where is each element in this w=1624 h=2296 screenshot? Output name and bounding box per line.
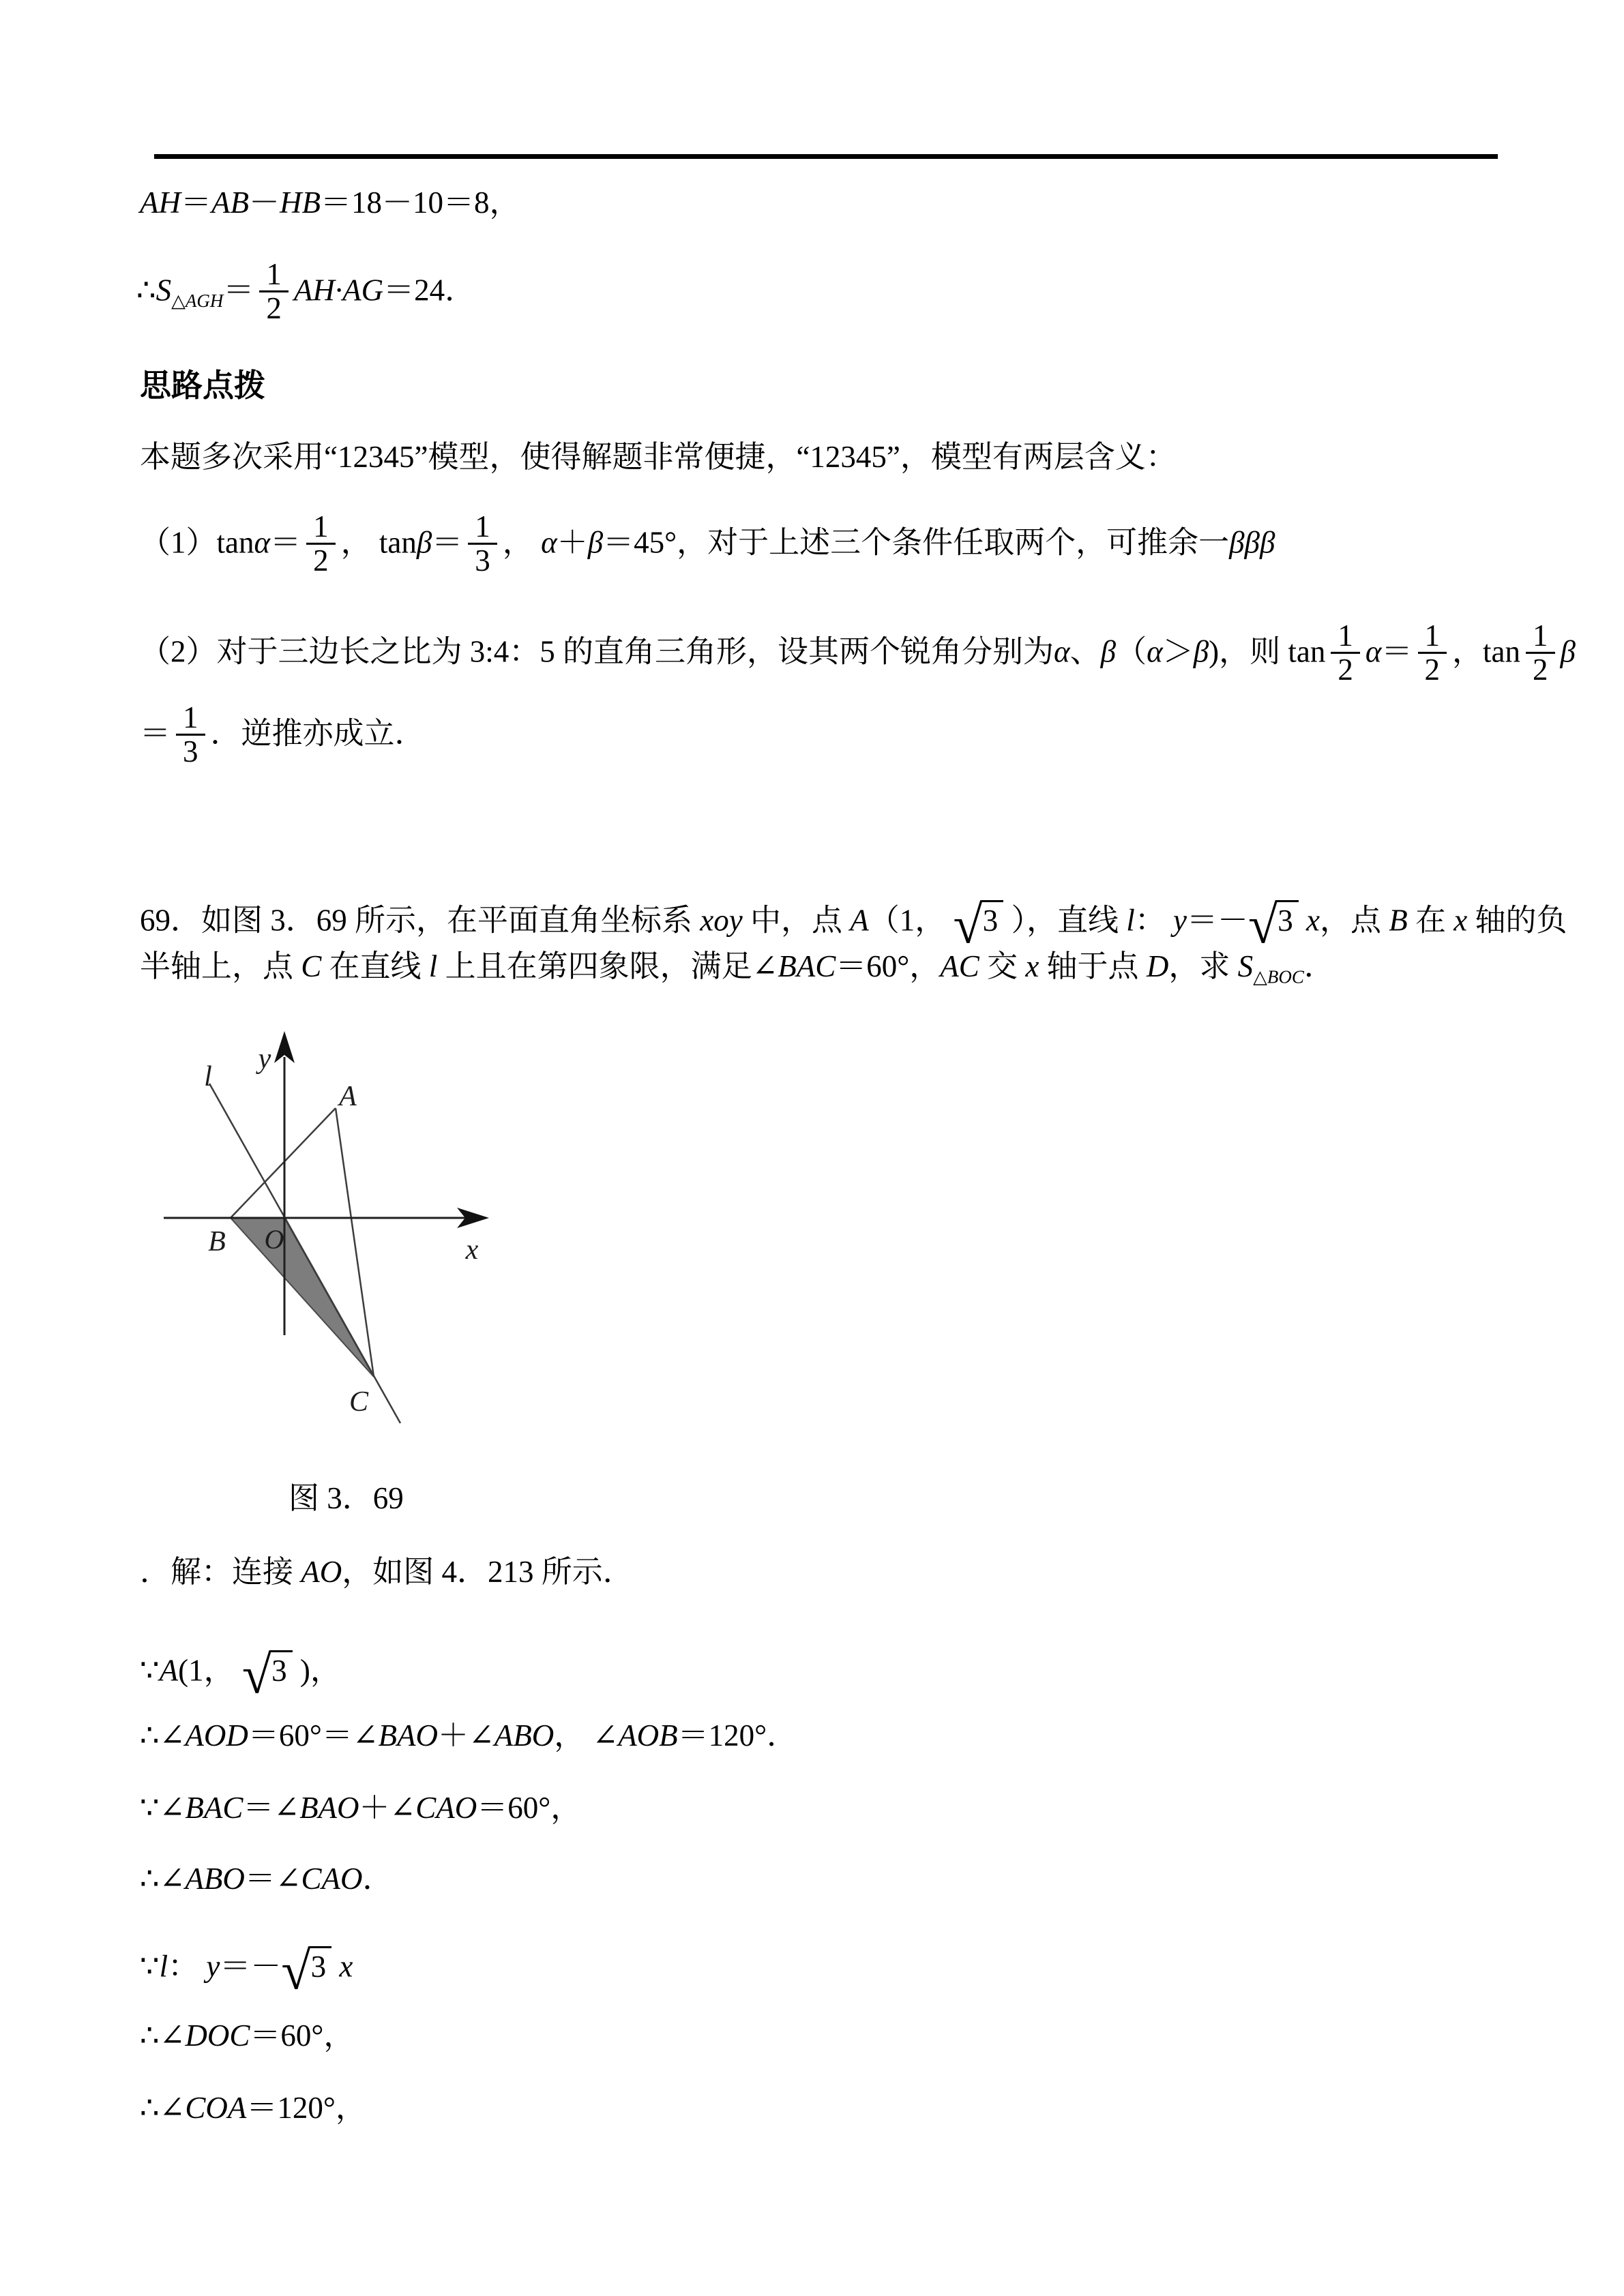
formula-line-area-agh xyxy=(136,256,476,327)
text-run: xoy xyxy=(700,903,743,938)
text-run: AH xyxy=(140,185,181,220)
radical-icon: √ xyxy=(1248,895,1277,955)
text-run: ＋∠ xyxy=(359,1791,416,1825)
text-run: ∵ xyxy=(140,1949,160,1984)
hint-paragraph: 本题多次采用“12345”模型，使得解题非常便捷，“12345”，模型有两层含义： xyxy=(140,440,1177,474)
text-run: △AGH xyxy=(171,290,224,312)
label-origin-o: O xyxy=(264,1224,284,1255)
text-run: )，则 tan xyxy=(1209,634,1326,669)
text-run: AOD xyxy=(185,1718,248,1753)
fraction xyxy=(306,511,336,577)
text-run: 轴于点 xyxy=(1039,949,1147,983)
text-run: BAO xyxy=(299,1791,359,1825)
text-run: ∵∠ xyxy=(140,1791,186,1825)
shaded-triangle-boc xyxy=(231,1218,374,1377)
text-run: y xyxy=(206,1949,220,1984)
fraction xyxy=(259,258,289,325)
text-run: CAO xyxy=(301,1862,363,1896)
text-run: 上且在第四象限，满足∠ xyxy=(437,949,778,983)
text-run: 69．如图 3．69 所示，在平面直角坐标系 xyxy=(140,903,700,938)
label-point-a: A xyxy=(339,1081,357,1112)
text-run: β xyxy=(1560,634,1576,669)
text-run: ．逆推亦成立． xyxy=(210,716,426,751)
text-run: DOC xyxy=(185,2018,250,2053)
text-run: ＝60°， xyxy=(250,2018,355,2053)
solution-step-7 xyxy=(140,2091,366,2126)
square-root xyxy=(953,895,1004,955)
square-root xyxy=(281,1941,331,2001)
solution-step-1 xyxy=(140,1645,341,1707)
text-run: ABO xyxy=(494,1718,555,1753)
text-run: ＝18－10＝8， xyxy=(321,185,520,220)
solution-step-2 xyxy=(140,1718,797,1754)
radicand: 3 xyxy=(310,1946,332,1984)
text-run: α xyxy=(254,525,271,560)
radical-icon: √ xyxy=(241,1645,271,1705)
hint-item-2-line-1 xyxy=(140,618,1576,688)
text-run: 中，点 xyxy=(742,903,851,938)
solution-step-6 xyxy=(140,2018,354,2054)
label-y-axis: y xyxy=(258,1043,271,1075)
text-run: － xyxy=(249,185,280,220)
text-run: ＞ xyxy=(1162,634,1194,669)
fraction-numerator: 1 xyxy=(475,509,490,543)
radicand: 3 xyxy=(981,900,1004,938)
text-run: ＋ xyxy=(557,525,588,560)
text-run: ． xyxy=(1303,949,1335,983)
text-run: BAC xyxy=(185,1791,243,1825)
solution-intro xyxy=(140,1555,634,1590)
label-point-b: B xyxy=(208,1226,226,1257)
segment-ba xyxy=(231,1108,336,1218)
line-l xyxy=(209,1084,400,1423)
text-run: ， xyxy=(502,525,542,560)
formula-line-ah xyxy=(140,185,520,221)
fraction-numerator: 1 xyxy=(266,256,282,291)
radical-icon: √ xyxy=(281,1941,310,2001)
text-run: x xyxy=(1453,903,1468,938)
text-run: βββ xyxy=(1229,525,1275,560)
text-run: x xyxy=(339,1949,353,1984)
square-root xyxy=(1248,895,1299,955)
text-run: ＝120°， xyxy=(246,2091,366,2125)
text-run: ＝ xyxy=(1381,634,1413,669)
fraction xyxy=(1418,620,1447,686)
fraction xyxy=(1331,620,1360,686)
hint-item-2-line-2 xyxy=(140,700,426,770)
text-run: α xyxy=(541,525,557,560)
text-run: ∴∠ xyxy=(140,1718,186,1753)
text-run: AH·AG xyxy=(293,273,384,308)
text-run: （2）对于三边长之比为 3:4：5 的直角三角形，设其两个锐角分别为 xyxy=(140,634,1054,669)
label-point-c: C xyxy=(349,1386,369,1418)
text-run: ＝120°． xyxy=(677,1718,798,1753)
problem-69-line-1 xyxy=(140,895,1567,957)
text-run: ＝ xyxy=(181,185,212,220)
text-run: ＝60°， xyxy=(836,949,941,983)
fraction xyxy=(468,511,497,577)
text-run: （ xyxy=(1116,634,1147,669)
text-run: ＝ xyxy=(223,273,254,308)
text-run: ＝60°， xyxy=(477,1791,582,1825)
text-run: α xyxy=(1147,634,1163,669)
text-run: CAO xyxy=(415,1791,477,1825)
label-x-axis: x xyxy=(465,1234,479,1266)
text-run: 交 xyxy=(979,949,1026,983)
text-run: （1， xyxy=(868,903,954,938)
text-run: ，tan xyxy=(1452,634,1520,669)
fraction-numerator: 1 xyxy=(313,509,329,543)
text-run: △BOC xyxy=(1253,966,1304,987)
fraction-denominator: 3 xyxy=(176,734,205,768)
text-run: 在直线 xyxy=(321,949,429,983)
text-run: ＝ xyxy=(432,525,463,560)
text-run: B xyxy=(1389,903,1408,938)
radical-icon: √ xyxy=(953,895,981,955)
text-run: 半轴上，点 xyxy=(140,949,301,983)
text-run: AB xyxy=(211,185,249,220)
text-run: ＝∠ xyxy=(244,1862,301,1896)
text-run: ： xyxy=(1134,903,1174,938)
text-run: 、 xyxy=(1069,634,1101,669)
text-run: y xyxy=(1173,903,1187,938)
fraction-denominator: 3 xyxy=(468,543,497,577)
solution-step-4 xyxy=(140,1862,394,1897)
text-run: ． xyxy=(362,1862,394,1896)
solution-step-3 xyxy=(140,1791,581,1826)
text-run: BAO xyxy=(378,1718,439,1753)
solution-step-5 xyxy=(140,1941,353,2003)
text-run: x xyxy=(1306,903,1320,938)
text-run: COA xyxy=(185,2091,247,2125)
text-run: β xyxy=(1100,634,1117,669)
fraction-numerator: 1 xyxy=(1424,618,1441,653)
text-run: ＝24． xyxy=(383,273,476,308)
text-run: ， ∠ xyxy=(554,1718,619,1753)
text-run: ： xyxy=(168,1949,207,1984)
text-run: C xyxy=(301,949,322,983)
text-run xyxy=(331,1950,339,1984)
fraction-numerator: 1 xyxy=(1338,618,1353,653)
text-run: ＝45°，对于上述三个条件任取两个，可推余一 xyxy=(603,525,1230,560)
problem-69-line-2 xyxy=(140,949,1335,987)
text-run: ABO xyxy=(185,1862,245,1896)
text-run: ，求 xyxy=(1168,949,1238,983)
text-run: β xyxy=(1193,634,1209,669)
fraction xyxy=(176,702,205,768)
text-run: AC xyxy=(940,949,979,983)
text-run: AO xyxy=(301,1555,342,1589)
text-run: ，如图 4．213 所示． xyxy=(342,1555,634,1589)
figure-caption: 图 3．69 xyxy=(289,1481,404,1515)
text-run: ＝－ xyxy=(220,1949,282,1984)
label-line-l: l xyxy=(204,1061,212,1092)
text-run: l xyxy=(1126,903,1135,938)
text-run: ），直线 xyxy=(1003,903,1127,938)
text-run: ∵ xyxy=(140,1653,160,1688)
top-divider xyxy=(154,154,1498,159)
hint-heading: 思路点拨 xyxy=(140,368,265,403)
figure-coordinate-diagram xyxy=(157,1023,498,1439)
fraction xyxy=(1526,620,1555,686)
text-run: 轴的负 xyxy=(1467,903,1567,938)
radicand: 3 xyxy=(1276,900,1299,938)
hint-item-1 xyxy=(140,509,1275,579)
fraction-denominator: 2 xyxy=(259,290,289,325)
text-run: ＝ xyxy=(140,716,171,751)
text-run: ∴∠ xyxy=(140,1862,186,1896)
fraction-denominator: 2 xyxy=(1331,652,1360,686)
fraction-denominator: 2 xyxy=(1418,652,1447,686)
text-run: β xyxy=(416,525,432,560)
text-run: ＝60°＝∠ xyxy=(248,1718,379,1753)
text-run: ∴ xyxy=(136,273,156,308)
text-run: S xyxy=(1237,949,1254,983)
text-run: ＝∠ xyxy=(243,1791,300,1825)
text-run: )， xyxy=(292,1653,341,1688)
text-run: l xyxy=(159,1949,168,1984)
text-run: BAC xyxy=(778,949,836,983)
text-run: ．解：连接 xyxy=(140,1555,301,1589)
text-run: α xyxy=(1054,634,1070,669)
text-run: A xyxy=(159,1653,179,1688)
text-run: ＝－ xyxy=(1187,903,1249,938)
text-run: α xyxy=(1365,634,1382,669)
text-run: ＝ xyxy=(270,525,301,560)
radicand: 3 xyxy=(270,1650,293,1688)
text-run: (1， xyxy=(178,1653,242,1688)
text-run: β xyxy=(587,525,604,560)
text-run: x xyxy=(1025,949,1039,983)
text-run: ∴∠ xyxy=(140,2018,186,2053)
text-run: （1）tan xyxy=(140,525,254,560)
text-run: AOB xyxy=(618,1718,678,1753)
text-run: ，点 xyxy=(1320,903,1389,938)
text-run: A xyxy=(850,903,869,938)
fraction-denominator: 2 xyxy=(306,543,336,577)
text-run: ， tan xyxy=(340,525,417,560)
text-run: l xyxy=(428,949,438,983)
square-root xyxy=(241,1645,293,1705)
text-run: D xyxy=(1146,949,1169,983)
text-run: ＋∠ xyxy=(438,1718,494,1753)
text-run xyxy=(1299,904,1306,938)
text-run: 在 xyxy=(1407,903,1454,938)
text-run: S xyxy=(156,273,172,308)
fraction-denominator: 2 xyxy=(1526,652,1555,686)
fraction-numerator: 1 xyxy=(1533,618,1548,653)
text-run: HB xyxy=(280,185,321,220)
fraction-numerator: 1 xyxy=(183,700,198,734)
text-run: ∴∠ xyxy=(140,2091,186,2125)
